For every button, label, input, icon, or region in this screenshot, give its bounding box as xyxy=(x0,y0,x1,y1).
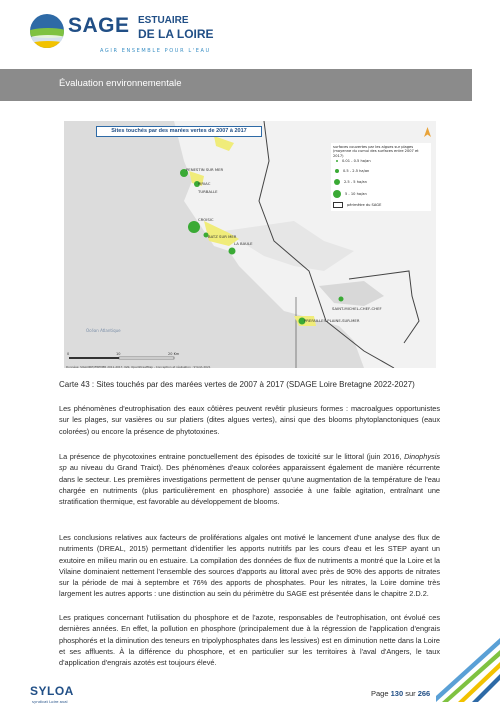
figure-caption: Carte 43 : Sites touchés par des marées vertes de 2007 à 2017 (SDAGE Loire Bretagne 2022-2027) xyxy=(59,380,415,389)
paragraph-eutrophisation: Les phénomènes d'eutrophisation des eaux côtières peuvent revêtir plusieurs formes : macroalgues opportunistes sur les plages, sur vasières ou sur platiers (dites algues vertes), ainsi que des blooms phytoplanctoniques (eaux colorées) ou encore la présence de phytotoxines. xyxy=(59,404,440,436)
map-credit: Données: SIGLOIRE/IFREMER 2011-2017, IGN, OpenStreetMap - Conception et réalisation : SYLOA 2021 xyxy=(66,365,211,369)
scale-label: 10 xyxy=(116,352,121,356)
logo-loire-text: DE LA LOIRE xyxy=(138,27,214,41)
map-place-label: SAINT-MICHEL-CHEF-CHEF xyxy=(332,306,382,311)
logo-tagline: AGIR ENSEMBLE POUR L'EAU xyxy=(100,48,211,54)
site-marker xyxy=(339,297,344,302)
sage-emblem-icon xyxy=(30,14,64,48)
legend-item: 0.5 - 2.5 ha/an xyxy=(333,169,369,173)
page-current: 130 xyxy=(390,689,404,698)
legend-title: surfaces couvertes par les algues sur plages (moyenne du cumul des surfaces entre 2007 et 2017) xyxy=(333,145,419,158)
map-place-label: BATZ SUR MER xyxy=(208,234,237,239)
legend-perimeter-icon xyxy=(333,202,343,208)
site-marker xyxy=(229,248,236,255)
scale-label: 0 xyxy=(67,352,70,356)
paragraph-pratiques: Les pratiques concernant l'utilisation du phosphore et de l'azote, responsables de l'eutrophisation, ont évolué ces dernières années. En effet, la pollution en phosphore (principalement due à la régression de l'application d'engrais phosphorés et la diminution des teneurs en tripolyphosphates dans les lessives) est en diminution nette dans la Loire et ses affluents. À la différence du phosphore, et en particulier sur les territoires à l'aval d'Angers, le taux d'application d'engrais azotés est toujours élevé. xyxy=(59,613,440,668)
section-banner xyxy=(0,69,472,101)
map-place-label: CROISIC xyxy=(198,217,214,222)
legend-dot-icon xyxy=(336,160,338,162)
syloa-logo-text: SYLOA xyxy=(30,684,74,698)
syloa-logo-subtitle: syndicat Loire aval xyxy=(32,699,68,704)
map-place-label: TURBALLE xyxy=(198,189,218,194)
scale-bar xyxy=(69,357,119,359)
site-marker xyxy=(188,221,200,233)
map-place-label: LA BAULE xyxy=(234,241,253,246)
section-title: Évaluation environnementale xyxy=(59,78,182,89)
legend-dot-icon xyxy=(335,169,339,173)
legend-item: périmètre du SAGE xyxy=(333,202,381,208)
logo-estuaire-text: ESTUAIRE xyxy=(138,15,189,26)
map-place-label: PIRIAC xyxy=(198,181,211,186)
legend-item: 5 - 10 ha/an xyxy=(333,190,367,198)
north-arrow-icon xyxy=(423,127,432,139)
decorative-stripes xyxy=(436,620,500,708)
species-name: Dinophysis sp xyxy=(59,452,440,473)
map-title: Sites touchés par des marées vertes de 2007 à 2017 xyxy=(96,126,262,137)
scale-bar xyxy=(119,357,174,359)
paragraph-phycotoxines: La présence de phycotoxines entraine ponctuellement des épisodes de toxicité sur le littoral (juin 2016, Dinophysis sp au niveau du Grand Traict). Des phénomènes d'eaux colorées apparaissent également de manière récurrente dans le secteur. Les premières investigations permettent de penser qu'une augmentation de la température de l'eau chargée en nutriments (plus particulièrement en phosphore) associée à une faible agitation, entraînant une stratification thermique, est favorable au développement de blooms. xyxy=(59,452,440,507)
legend-item: 2.5 - 5 ha/an xyxy=(333,179,367,185)
map-place-label: PREFAILLES-PLAINE-SUR-MER xyxy=(304,318,360,323)
legend-dot-icon xyxy=(333,190,341,198)
page-number: Page 130 sur 266 xyxy=(371,689,431,698)
paragraph-flux-nutriments: Les conclusions relatives aux facteurs de proliférations algales ont motivé le lancement d'une analyse des flux de nutriments (DREAL, 2015) permettant d'identifier les apports nutritifs par les cours d'eau et les STEP ayant un exutoire en milieu marin ou en estuaire. La compilation des données de flux de nutriments a montré que la Loire et la Vilaine dominaient nettement l'ensemble des sources d'apports au littoral avec près de 90% des apports de nitrates sur la période de mai à septembre et 76% des apports de phosphates. Pour les nitrates, la Loire domine très largement les autres apports : une distinction au sein du périmètre du SAGE est présentée dans le chapitre 2.D.2. xyxy=(59,533,440,599)
map-place-label: PENESTIN SUR MER xyxy=(186,167,224,172)
legend-dot-icon xyxy=(334,179,340,185)
sea-label: Océan Atlantique xyxy=(86,328,121,333)
syloa-logo xyxy=(30,684,90,706)
legend-item: 0.01 - 0.5 ha/an xyxy=(333,159,371,163)
map-legend xyxy=(331,143,431,211)
logo-sage-text: SAGE xyxy=(68,14,130,37)
sage-logo xyxy=(30,14,230,54)
scale-label: 20 Km xyxy=(168,352,180,356)
page-total: 266 xyxy=(417,689,431,698)
